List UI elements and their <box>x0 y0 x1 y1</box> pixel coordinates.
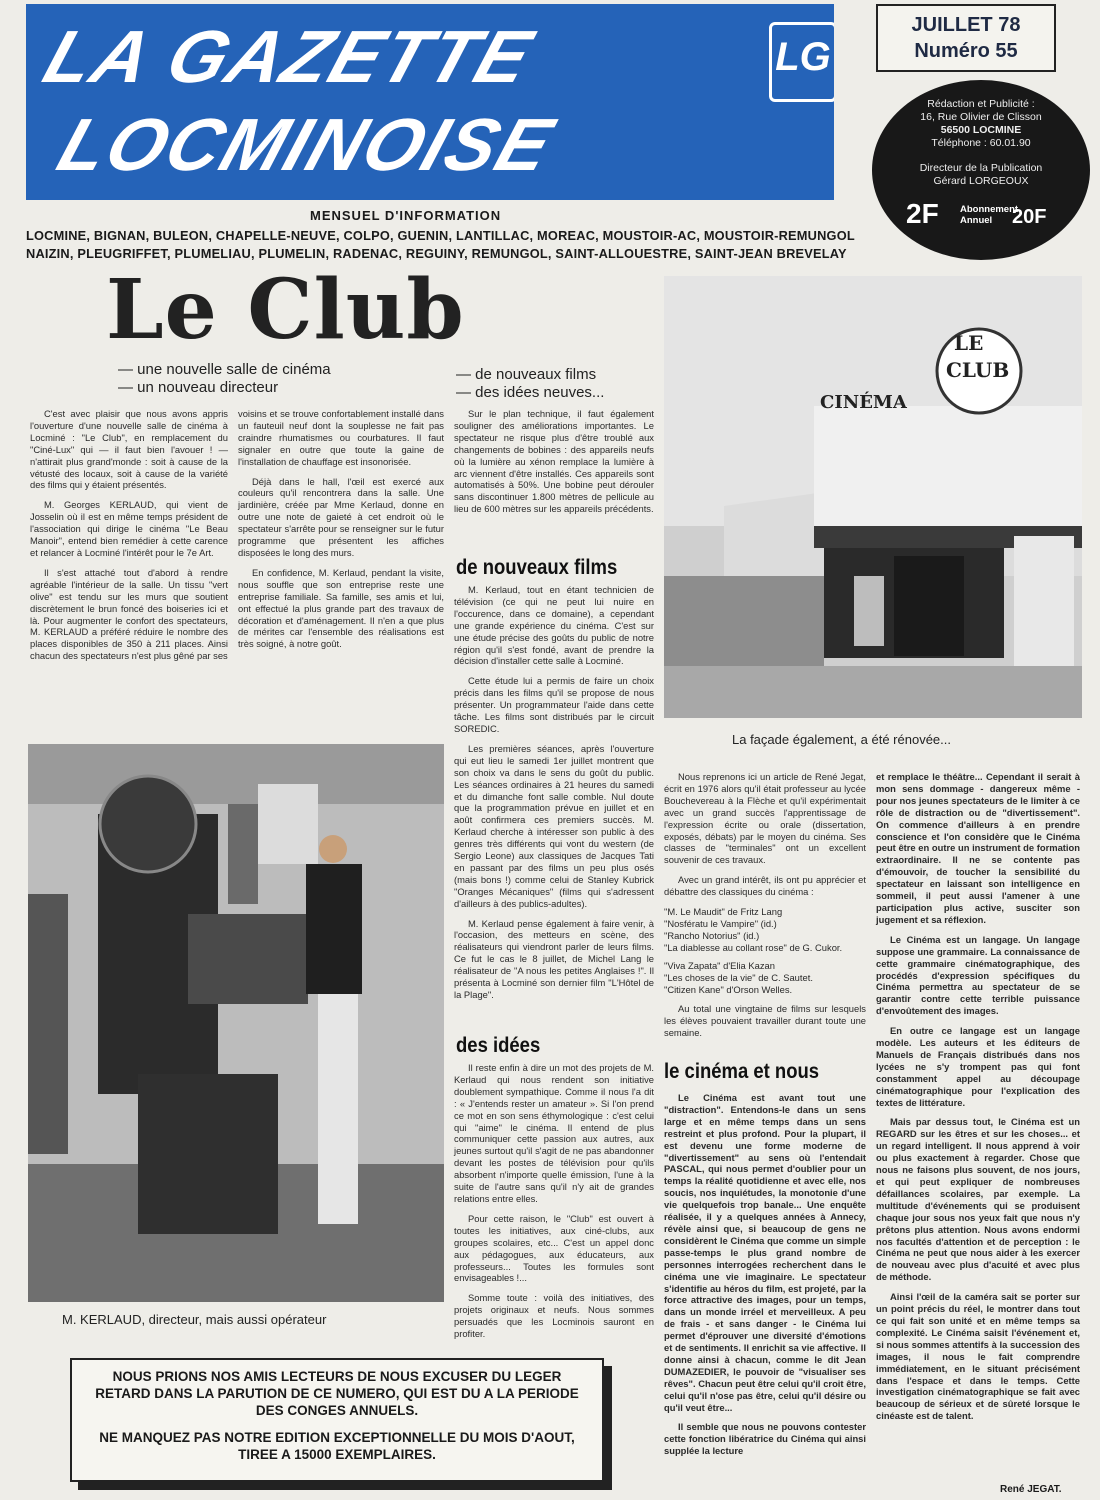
notice-text: NE MANQUEZ PAS NOTRE EDITION EXCEPTIONNELLE DU MOIS D'AOUT, TIREE A 15000 EXEMPLAIRES. <box>99 1430 575 1462</box>
office-line: 56500 LOCMINE <box>940 124 1022 136</box>
essay-column-5 <box>876 771 1080 1430</box>
film-item: "La diablesse au collant rose" de G. Cukor. <box>664 941 843 953</box>
film-list <box>664 906 866 995</box>
issue-box <box>876 4 1056 72</box>
paragraph: En outre ce langage est un langage modèle. Les auteurs et les éditeurs de Manuels de Français distribués dans nos lycées ne s'y trompent pas qui font constamment appel au découpage cinématographique pour l'explication des textes de littérature. <box>876 1025 1080 1108</box>
paragraph: Les premières séances, après l'ouverture qui eut lieu le samedi 1er juillet montrent que son choix va dans le sens du goût du public. Les séances ordinaires à 21 heures du samedi et du dimanche font salle comble. Nul doute que la programmation prévue en juillet et en août confirmera ces premiers succès. M. Kerlaud cherche à intéresser son public à des genres très différents qui vont du western (de Sergio Leone) aux classiques de Jacques Tati en passant par des films un peu plus osés (mais bons !) comme celui de Stanley Kubrick "Oranges Mécaniques" (films qui s'adressent d'ailleurs à des publics-adultes). <box>454 742 654 909</box>
sign-le: LE <box>954 331 984 355</box>
section-heading: des idées <box>456 1034 541 1057</box>
paragraph: Somme toute : voilà des initiatives, des projets originaux et neufs. Nous sommes persuadés que les Locminois sauront en profiter. <box>454 1292 654 1340</box>
paragraph: Il s'est attaché tout d'abord à rendre agréable l'intérieur de la salle. Un tissu "vert olive" est tendu sur les murs que soutient discrètement le brun foncé des boiseries ici et là. Pour augmenter le confort des spectateurs, M. KERLAUD a préféré réduire le nombre des places disponibles de 350 à 211 places. Ainsi chacun des spectateurs n'est plus gêné par ses <box>30 566 228 662</box>
film-item: "Viva Zapata" d'Elia Kazan <box>664 959 775 971</box>
cinema-facade-photo <box>664 276 1082 718</box>
paragraph: Pour cette raison, le "Club" est ouvert à toutes les initiatives, aux ciné-clubs, aux groupes scolaires, etc... C'est un appel donc aux pédagogues, aux éducateurs, aux professeurs... Toutes les formules sont envisageables !... <box>454 1212 654 1284</box>
paragraph: M. Georges KERLAUD, qui vient de Josselin où il est en même temps président de l'association qui dirige le cinéma "Le Beau Manoir", entend bien remédier à cette carence et relancer à Locminé l'intérêt pour le 7e Art. <box>30 499 228 558</box>
section-heading: le cinéma et nous <box>664 1060 820 1083</box>
article-column-2 <box>238 408 444 658</box>
projector-image <box>28 744 444 1302</box>
sign-cinema: CINÉMA <box>820 392 907 413</box>
paragraph: Il semble que nous ne pouvons contester cette fonction libératrice du Cinéma qui ainsi supplée la lecture <box>664 1421 866 1457</box>
sign-club: CLUB <box>946 358 1010 382</box>
subscription-price: 20F <box>1012 206 1047 228</box>
towns-line: LOCMINE, BIGNAN, BULEON, CHAPELLE-NEUVE, COLPO, GUENIN, LANTILLAC, MOREAC, MOUSTOIR-AC, MOUSTOIR-REMUNGOL <box>26 228 855 243</box>
paragraph: Déjà dans le hall, l'œil est exercé aux couleurs qu'il rencontrera dans la salle. Une jardinière, créée par Mme Kerlaud, donne en outre une note de gaieté à cet endroit où le spectateur s'arrête pour se renseigner sur le futur programme que présentent les affiches disposées le long des murs. <box>238 475 444 558</box>
subheading: — de nouveaux films <box>456 366 597 383</box>
price: 2F <box>906 198 939 229</box>
paragraph: Ainsi l'œil de la caméra sait se porter sur un point précis du réel, le montrer dans tout ce qui fait son unité et en même temps sa complexité. Le Cinéma saisit l'événement et, si nous sommes attentifs à la succession des images, il nous le fait comprendre immédiatement, en le situant précisément dans l'espace et dans le temps. Cette investigation cinématographique se fait avec beaucoup de sérieux et de sûreté lorsque le cinéaste est de talent. <box>876 1291 1080 1422</box>
paragraph: Sur le plan technique, il faut également souligner des améliorations importantes. Le spectateur ne risque plus d'être troublé aux changements de bobines : des appareils neufs où la lumière au xénon remplace la lumière à arc viennent d'être installés. Ces appareils sont automatisés à 50%. Une bobine peut dérouler sans discontinuer 1.800 mètres de pellicule au lieu de 600 mètres sur les appareils précédents. <box>454 408 654 515</box>
office-line: Directeur de la Publication <box>919 162 1043 174</box>
paragraph: et remplace le théâtre... Cependant il serait à mon sens dommage - dangereux même - pour nos jeunes spectateurs de le limiter à ce rôle de distraction ou de "divertissement". On commence d'ailleurs à en prendre conscience et l'on considère que le Cinéma peut être en outre un instrument de formation extraordinaire. Il ne se contente pas d'émouvoir, de toucher la sensibilité du spectateur en laissant son intelligence en sommeil, il peut aussi l'amener à une participation plus active, susciter son jugement et sa réflexion. <box>876 771 1080 925</box>
issue-date: JUILLET 78 <box>911 14 1021 36</box>
lg-logo: LG <box>769 22 834 102</box>
section-heading: de nouveaux films <box>456 556 618 579</box>
film-item: "M. Le Maudit" de Fritz Lang <box>664 906 783 918</box>
office-line: Téléphone : 60.01.90 <box>931 137 1031 149</box>
article-column-3-films <box>454 584 654 1009</box>
office-line: Gérard LORGEOUX <box>933 175 1029 187</box>
masthead-banner <box>26 4 834 200</box>
film-item: "Rancho Notorius" (id.) <box>664 929 760 941</box>
paragraph: M. Kerlaud, tout en étant technicien de télévision (ce qui ne peut lui nuire en l'occurence, dans ce domaine), a cependant une grande expérience du cinéma. C'est sur une étude précise des goûts du public de notre région qu'il s'est fondé, avant de prendre la décision d'installer cette salle à Locminé. <box>454 584 654 667</box>
essay-column-4-body <box>664 1092 866 1465</box>
masthead-title-line1: LA GAZETTE <box>34 15 544 98</box>
film-item: "Les choses de la vie" de C. Sautet. <box>664 971 813 983</box>
article-column-3-idees <box>454 1062 654 1348</box>
essay-column-4 <box>664 771 866 1047</box>
reader-notice-box <box>70 1358 604 1482</box>
office-line: Rédaction et Publicité : <box>927 98 1035 110</box>
paragraph: Cette étude lui a permis de faire un choix précis dans les films qu'il se propose de nous présenter. Un programmateur l'aide dans cette tâche. Les films sont distribués par le circuit SOREDIC. <box>454 675 654 734</box>
towns-line: NAIZIN, PLEUGRIFFET, PLUMELIAU, PLUMELIN, RADENAC, REGUINY, REMUNGOL, SAINT-ALLOUESTRE, SAINT-JEAN BREVELAY <box>26 246 847 261</box>
paragraph: C'est avec plaisir que nous avons appris l'ouverture d'une nouvelle salle de cinéma à Locminé : "Le Club", en remplacement du "Ciné-Lux" qui — il faut bien l'avouer ! — n'attirait plus grand'monde : soit à cause de la vétusté des locaux, soit à cause de la variété des films qui y étaient présentés. <box>30 408 228 491</box>
issue-number: Numéro 55 <box>914 40 1018 62</box>
article-headline: Le Club <box>106 262 465 358</box>
subscription-label: Abonnement Annuel <box>960 204 1019 226</box>
paragraph: Nous reprenons ici un article de René Jegat, écrit en 1976 alors qu'il était professeur au lycée Bouchevereau à la Flèche et qu'il expérimentait avec un grand succès l'apprentissage de l'expression écrite ou orale (dissertation, exposés, débats) par le moyen du cinéma. Ses classes de "terminales" ont un excellent souvenir de ces travaux. <box>664 771 866 866</box>
film-item: "Nosfératu le Vampire" (id.) <box>664 917 777 929</box>
notice-text: NOUS PRIONS NOS AMIS LECTEURS DE NOUS EXCUSER DU LEGER RETARD DANS LA PARUTION DE CE NUMERO, QUI EST DU A LA PERIODE DES CONGES ANNUELS. <box>95 1369 579 1418</box>
masthead-title-line2: LOCMINOISE <box>48 103 565 186</box>
facade-image <box>664 276 1082 718</box>
article-column-1 <box>30 408 228 670</box>
paragraph: Le Cinéma est avant tout une "distraction". Entendons-le dans un sens large et en même temps dans un sens restreint et plus profond. Pour la plupart, il est devenu une forme moderne de "divertissement" au sens où l'entendait PASCAL, qui nous permet d'oublier pour un temps la réalité quotidienne et avec elle, nos soucis, nos inquiétudes, la monotonie d'une vie quelquefois trop banale... Une enquête réalisée, il y a quelques années à Annecy, révèle ainsi que, si beaucoup de gens ne considèrent le Cinéma que comme un simple passe-temps le plus grand nombre de personnes interrogées recherchent dans le cinéma une vie imaginaire. Le spectateur s'identifie au héros du film, est projeté, par la force attractive des images, pour un temps, dans un monde irréel et merveilleux. A peu de frais - et sans danger - le Cinéma lui permet d'éprouver une diversité d'émotions et de sentiments. Il enrichit sa vie affective. Il donne ainsi à chacun, comme le dit Jean DUMAZEDIER, le pouvoir de "visualiser ses rêves". Chacun peut être celui qu'il croit être, celui qu'il n'ose pas être, celui qu'il désire ou qu'il veut être... <box>664 1092 866 1413</box>
film-item: "Citizen Kane" d'Orson Welles. <box>664 983 793 995</box>
author-signature: René JEGAT. <box>1000 1484 1062 1495</box>
subheading: — des idées neuves... <box>456 384 605 401</box>
photo-caption: La façade également, a été rénovée... <box>732 732 951 747</box>
paragraph: Mais par dessus tout, le Cinéma est un REGARD sur les êtres et sur les choses... et un regard intelligent. Il nous apprend à voir ou plus exactement à regarder. Chose que nous ne faisons plus souvent, de nos jours, et qui peut expliquer de nombreuses défaillances scolaires, par exemple. La multitude d'événements qui se produisent chaque jour sous nos yeux fait que nous n'y prêtons plus attention. Nous avons endormi nos facultés d'attention et de perception : le Cinéma ne peut que nous aider à les exercer de nouveau avec plus d'acuité et avec plus de méthode. <box>876 1116 1080 1283</box>
paragraph: Avec un grand intérêt, ils ont pu apprécier et débattre des classiques du cinéma : <box>664 874 866 898</box>
article-column-3 <box>454 408 654 523</box>
paragraph: M. Kerlaud pense également à faire venir, à l'occasion, des metteurs en scène, des réalisateurs qui viendront parler de leurs films. Ce fut le cas le 8 juillet, de Michel Lang le réalisateur de "A nous les petites Anglaises !". Il présenta à Locminé son dernier film "L'Hôtel de la Plage". <box>454 917 654 1000</box>
tagline: MENSUEL D'INFORMATION <box>310 208 502 223</box>
paragraph: Il reste enfin à dire un mot des projets de M. Kerlaud qui nous rendent son initiative doublement sympathique. Comme il nous l'a dit : « J'entends rester un amateur ». Si l'on prend ce mot en son sens éthymologique : c'est celui qui "aime" le cinéma. Il entend de plus communiquer cette passion aux autres, aux jeunes surtout qu'il s'agit de ne pas abandonner devant les postes de télévision pour qu'ils absorbent n'importe quelle émission, l'une à la suite de l'autre sans qu'il n'y ait de grandes relations entre elles. <box>454 1062 654 1204</box>
subheading: — un nouveau directeur <box>118 379 279 396</box>
info-circle <box>872 80 1090 260</box>
subheading: — une nouvelle salle de cinéma <box>118 361 331 378</box>
paragraph: voisins et se trouve confortablement installé dans un fauteuil neuf dont la souplesse ne fait pas craindre rhumatismes ou courbatures. Il faut signaler en outre que toute la gaine de l'installation de chauffage est insonorisée. <box>238 408 444 467</box>
paragraph: Au total une vingtaine de films sur lesquels les élèves pouvaient travailler durant toute une semaine. <box>664 1003 866 1039</box>
office-line: 16, Rue Olivier de Clisson <box>920 111 1042 123</box>
projector-photo <box>28 744 444 1302</box>
paragraph: Le Cinéma est un langage. Un langage suppose une grammaire. La connaissance de cette grammaire cinématographique, des procédés d'expression spécifiques du Cinéma permettra au spectateur de se garantir contre cette terrible puissance d'envoûtement des images. <box>876 933 1080 1017</box>
paragraph: En confidence, M. Kerlaud, pendant la visite, nous souffle que son entreprise reste une entreprise familiale. Sa famille, ses amis et lui, ont effectué la plus grande part des travaux de décoration et d'aménagement. Il n'en a que plus de mérites car l'ensemble des réalisations est très soigné, à notre goût. <box>238 566 444 650</box>
photo-caption: M. KERLAUD, directeur, mais aussi opérateur <box>62 1312 327 1327</box>
